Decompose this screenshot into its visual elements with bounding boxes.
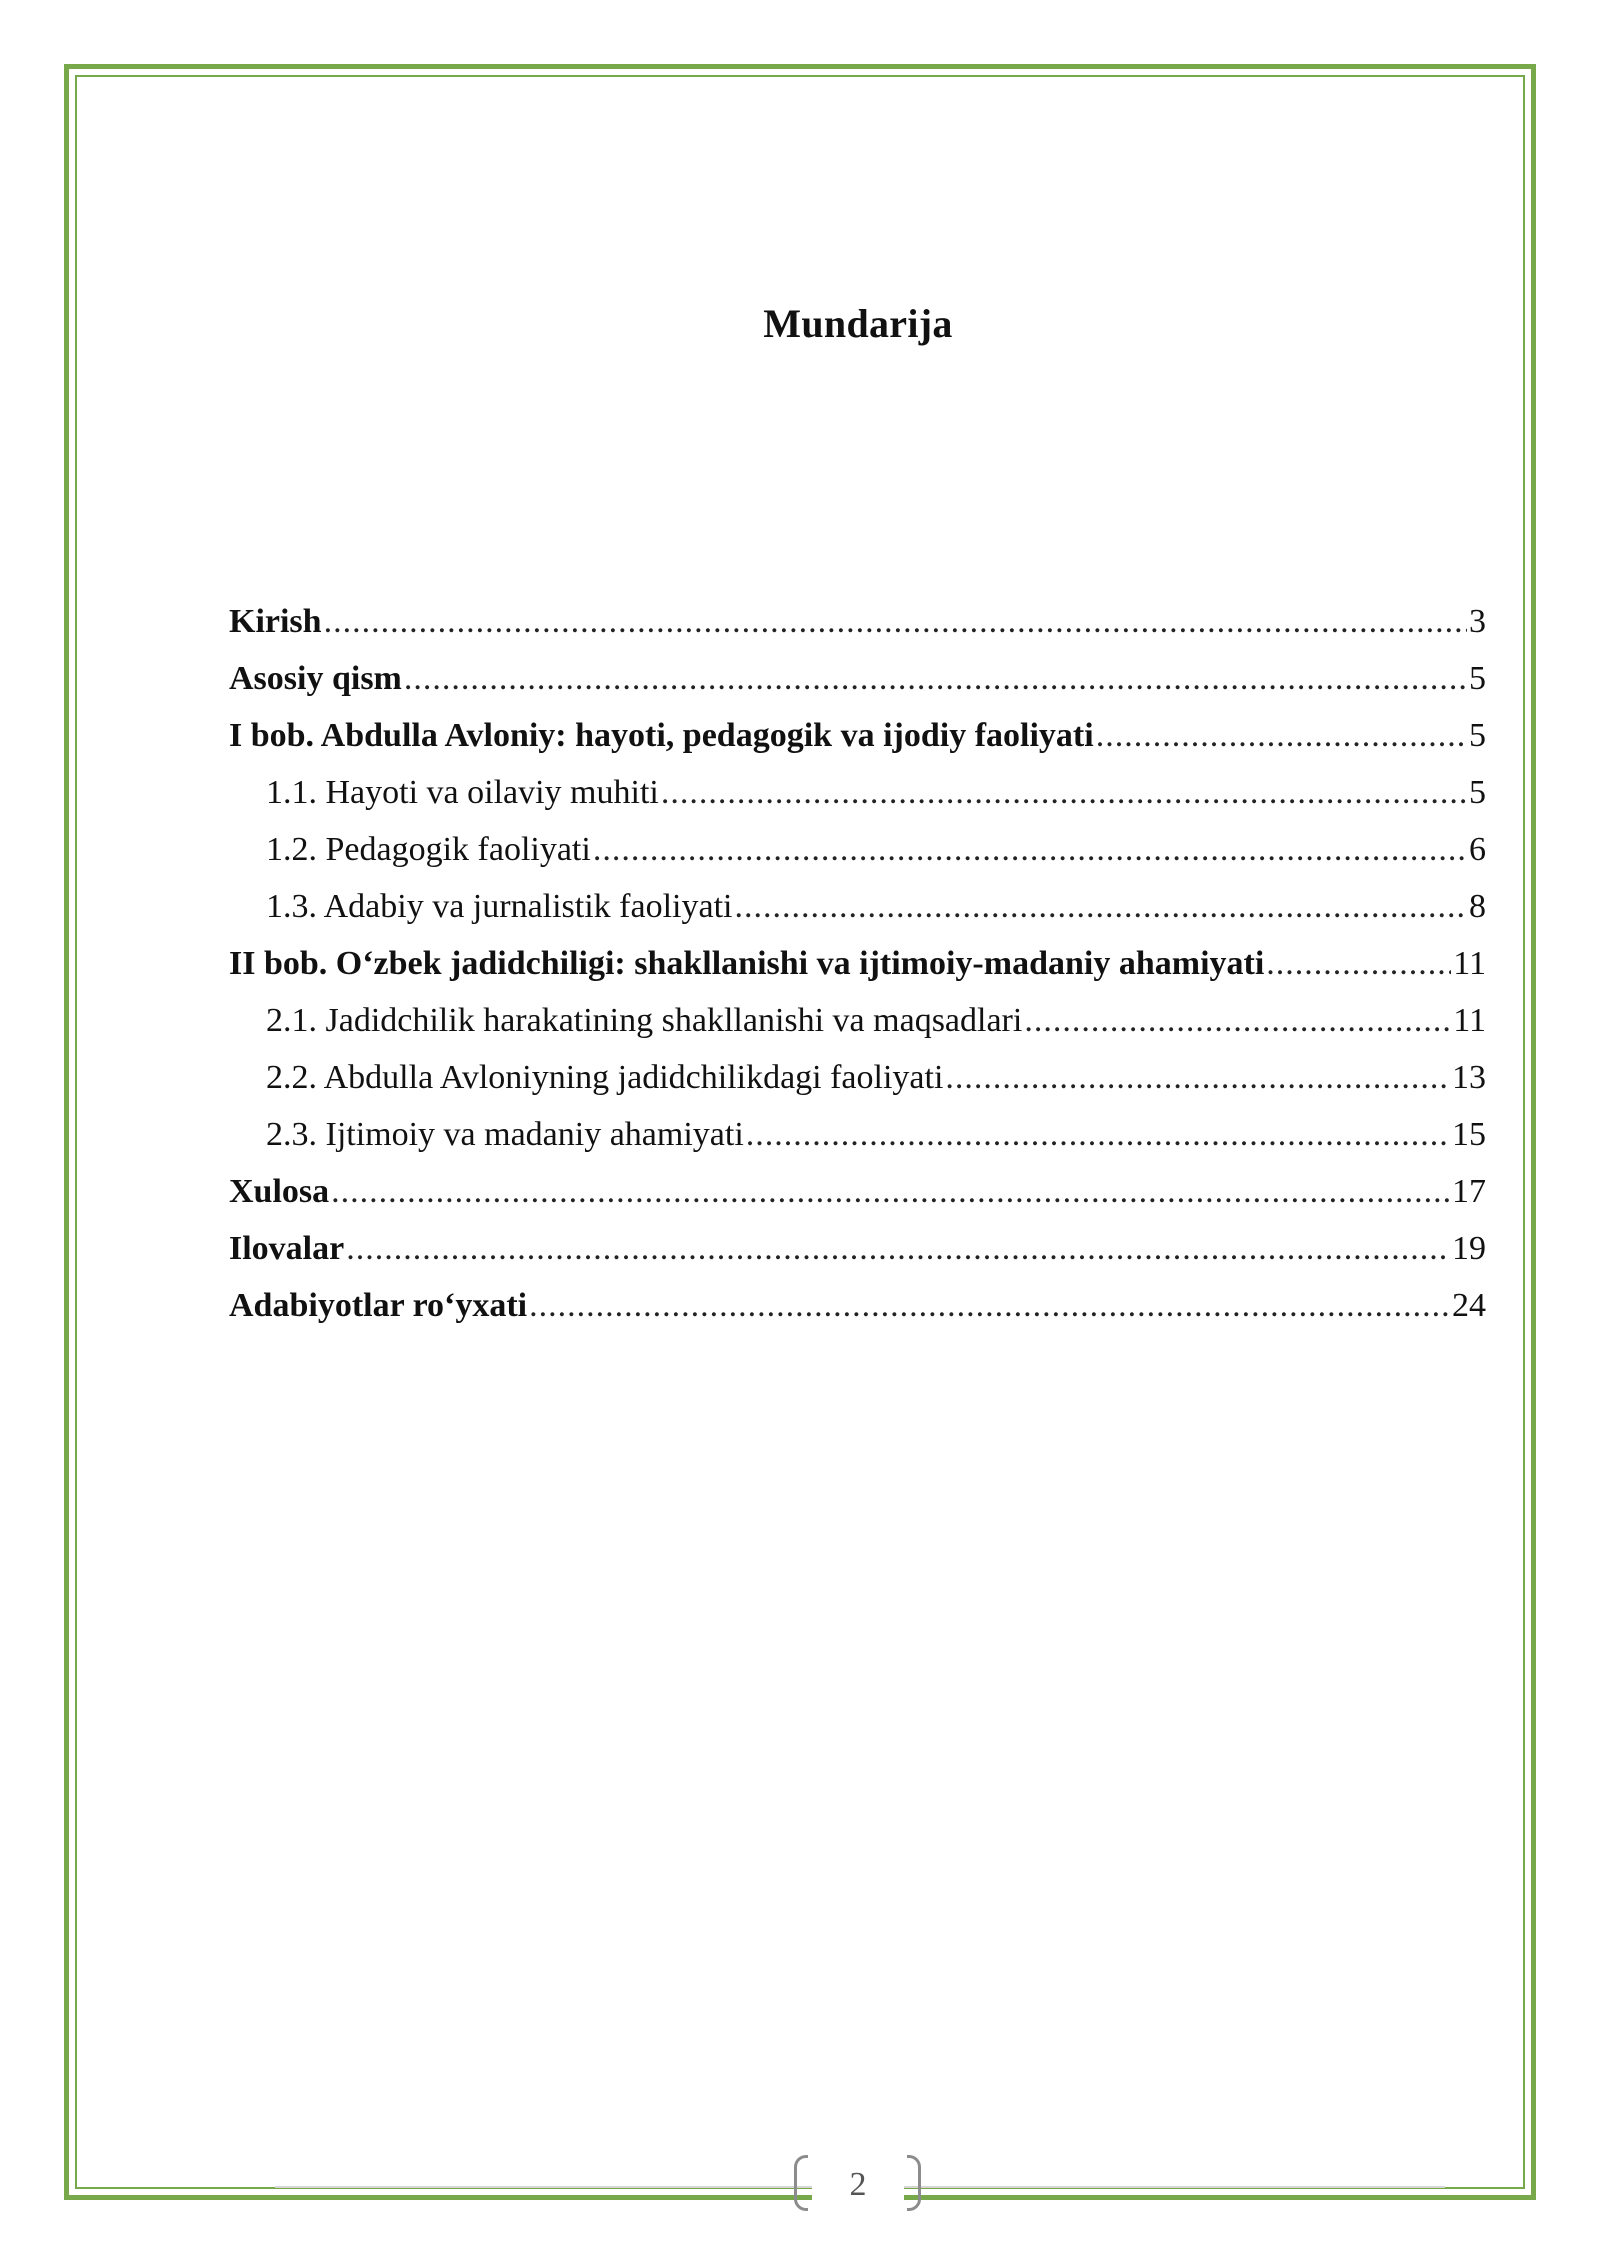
toc-entry-title: II bob. O‘zbek jadidchiligi: shakllanishi va ijtimoiy-madaniy ahamiyati — [229, 945, 1265, 982]
toc-entry-page: 17 — [1452, 1173, 1486, 1210]
toc-entry-title: Kirish — [229, 603, 322, 640]
toc-entry-page: 15 — [1452, 1116, 1486, 1153]
toc-leader-dots — [945, 1049, 1450, 1106]
page-title: Mundarija — [763, 301, 953, 346]
toc-entry-title: 1.1. Hayoti va oilaviy muhiti — [266, 774, 659, 811]
toc-leader-dots — [593, 821, 1467, 878]
toc-entry-title: Adabiyotlar ro‘yxati — [229, 1287, 528, 1324]
toc-entry-chapter-1[interactable] — [229, 707, 1486, 764]
toc-entry-page: 3 — [1469, 603, 1486, 640]
toc-entry-title: 1.3. Adabiy va jurnalistik faoliyati — [266, 888, 733, 925]
toc-entry-page: 11 — [1453, 1002, 1486, 1039]
toc-leader-dots — [661, 764, 1467, 821]
toc-leader-dots — [346, 1220, 1450, 1277]
toc-leader-dots — [1266, 935, 1451, 992]
toc-entry-title: 1.2. Pedagogik faoliyati — [266, 831, 591, 868]
toc-leader-dots — [734, 878, 1467, 935]
toc-entry-asosiy-qism[interactable] — [229, 650, 1486, 707]
toc-entry-page: 5 — [1469, 774, 1486, 811]
toc-entry-kirish[interactable] — [229, 593, 1486, 650]
toc-entry-title: Xulosa — [229, 1173, 330, 1210]
toc-entry-page: 13 — [1452, 1059, 1486, 1096]
table-of-contents — [229, 593, 1486, 1334]
toc-entry-section-2-3[interactable] — [229, 1106, 1486, 1163]
page-number: 2 — [849, 2166, 867, 2203]
toc-entry-title: Asosiy qism — [229, 660, 402, 697]
toc-entry-page: 24 — [1452, 1287, 1486, 1324]
toc-entry-title: 2.2. Abdulla Avloniyning jadidchilikdagi faoliyati — [266, 1059, 944, 1096]
toc-entry-page: 11 — [1453, 945, 1486, 982]
toc-leader-dots — [1096, 707, 1467, 764]
toc-entry-page: 5 — [1469, 660, 1486, 697]
toc-entry-section-2-1[interactable] — [229, 992, 1486, 1049]
toc-entry-adabiyotlar[interactable] — [229, 1277, 1486, 1334]
toc-entry-page: 19 — [1452, 1230, 1486, 1267]
toc-leader-dots — [331, 1163, 1450, 1220]
toc-entry-page: 6 — [1469, 831, 1486, 868]
toc-entry-title: 2.3. Ijtimoiy va madaniy ahamiyati — [266, 1116, 744, 1153]
toc-entry-section-1-3[interactable] — [229, 878, 1486, 935]
toc-entry-chapter-2[interactable] — [229, 935, 1486, 992]
toc-leader-dots — [529, 1277, 1450, 1334]
toc-entry-xulosa[interactable] — [229, 1163, 1486, 1220]
toc-entry-ilovalar[interactable] — [229, 1220, 1486, 1277]
toc-entry-section-2-2[interactable] — [229, 1049, 1486, 1106]
toc-entry-page: 8 — [1469, 888, 1486, 925]
toc-entry-title: Ilovalar — [229, 1230, 345, 1267]
toc-entry-section-1-2[interactable] — [229, 821, 1486, 878]
toc-entry-title: 2.1. Jadidchilik harakatining shakllanishi va maqsadlari — [266, 1002, 1023, 1039]
toc-leader-dots — [404, 650, 1467, 707]
toc-entry-title: I bob. Abdulla Avloniy: hayoti, pedagogik va ijodiy faoliyati — [229, 717, 1094, 754]
toc-leader-dots — [1024, 992, 1451, 1049]
toc-entry-page: 5 — [1469, 717, 1486, 754]
toc-entry-section-1-1[interactable] — [229, 764, 1486, 821]
toc-leader-dots — [746, 1106, 1450, 1163]
toc-leader-dots — [324, 593, 1467, 650]
